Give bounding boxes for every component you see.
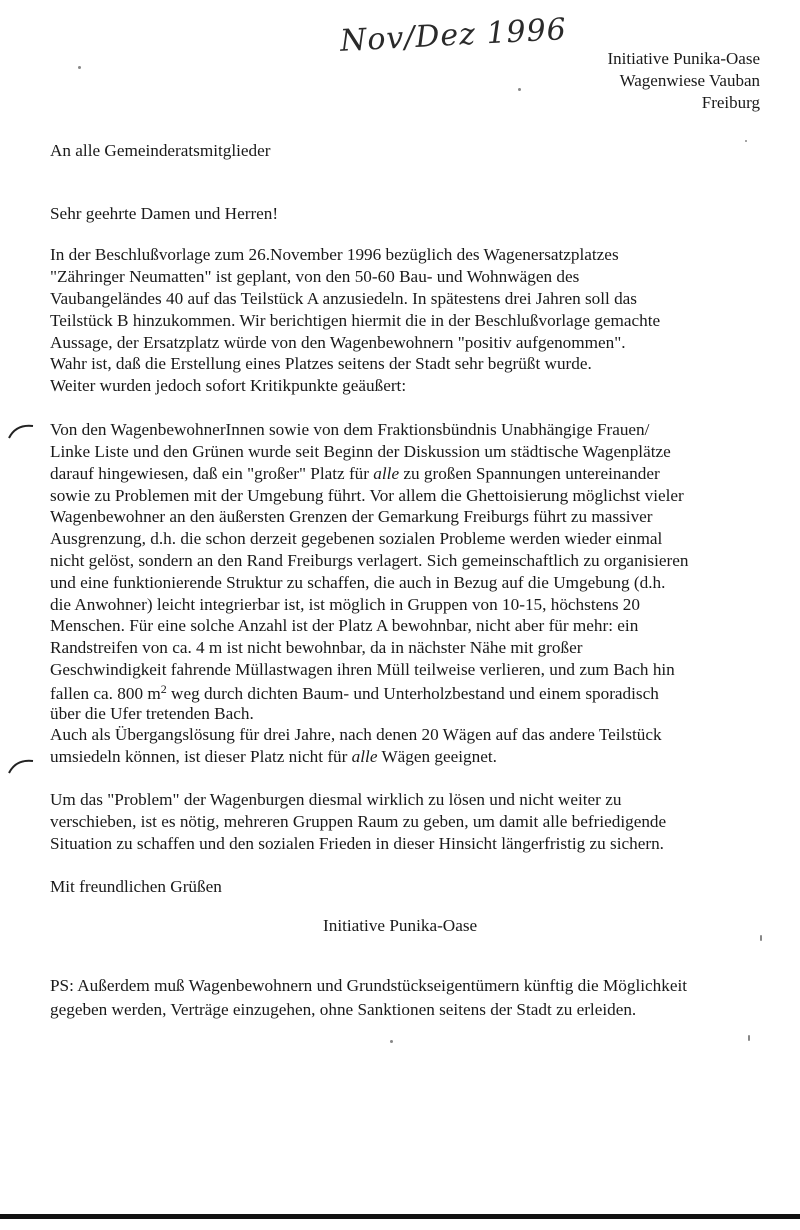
salutation: Sehr geehrte Damen und Herren!	[50, 204, 279, 223]
text-line: "Zähringer Neumatten" ist geplant, von den 50-60 Bau- und Wohnwägen des	[50, 267, 580, 286]
text-line: umsiedeln können, ist dieser Platz nicht für alle Wägen geeignet.	[50, 747, 497, 766]
text-line: Teilstück B hinzukommen. Wir berichtigen hiermit die in der Beschlußvorlage gemachte	[50, 311, 661, 330]
superscript: 2	[160, 682, 167, 696]
handwritten-date-note: Nov/Dez 1996	[339, 12, 568, 59]
sender-line: Freiburg	[701, 93, 760, 112]
sender-line: Initiative Punika-Oase	[607, 49, 760, 68]
text-line: fallen ca. 800 $m^2$ weg durch dichten Baum- und Unterholzbestand und einem sporadisch	[50, 682, 659, 703]
sender-block	[608, 48, 761, 114]
text-line: Linke Liste und den Grünen wurde seit Beginn der Diskussion um städtische Wagenplätze	[50, 442, 671, 461]
text-line: Randstreifen von ca. 4 m ist nicht bewohnbar, da in nächster Nähe mit großer	[50, 638, 583, 657]
text-line: Aussage, der Ersatzplatz würde von den Wagenbewohnern "positiv aufgenommen".	[50, 333, 626, 352]
signature: Initiative Punika-Oase	[323, 916, 478, 935]
text-line: Um das "Problem" der Wagenburgen diesmal wirklich zu lösen und nicht weiter zu	[50, 790, 622, 809]
scan-speck	[760, 935, 762, 941]
text-line: Wahr ist, daß die Erstellung eines Platzes seitens der Stadt sehr begrüßt wurde.	[50, 354, 592, 373]
text-line: über die Ufer tretenden Bach.	[50, 704, 254, 723]
text-line: Ausgrenzung, d.h. die schon derzeit gegebenen sozialen Probleme werden wieder einmal	[50, 529, 663, 548]
scan-speck	[748, 1035, 750, 1041]
text-line: Wagenbewohner an den äußersten Grenzen der Gemarkung Freiburgs führt zu massiver	[50, 507, 653, 526]
scan-speck	[390, 1040, 393, 1043]
text-line: die Anwohner) leicht integrierbar ist, ist möglich in Gruppen von 10-15, höchstens 20	[50, 595, 640, 614]
scan-bottom-edge	[0, 1214, 800, 1219]
text-line: darauf hingewiesen, daß ein "großer" Platz für alle zu großen Spannungen untereinander	[50, 464, 660, 483]
emphasis: alle	[351, 747, 378, 766]
margin-mark	[6, 420, 36, 442]
scan-speck	[745, 140, 747, 142]
text-line: Auch als Übergangslösung für drei Jahre, nach denen 20 Wägen auf das andere Teilstück	[50, 725, 662, 744]
text-line: und eine funktionierende Struktur zu schaffen, die auch in Bezug auf die Umgebung (d.h.	[50, 573, 666, 592]
text-line: gegeben werden, Verträge einzugehen, ohne Sanktionen seitens der Stadt zu erleiden.	[50, 1000, 637, 1019]
emphasis: alle	[373, 464, 400, 483]
text-line: Geschwindigkeit fahrende Müllastwagen ihren Müll teilweise verlieren, und zum Bach hin	[50, 660, 675, 679]
text-line: Menschen. Für eine solche Anzahl ist der Platz A bewohnbar, nicht aber für mehr: ein	[50, 616, 639, 635]
text-line: Von den WagenbewohnerInnen sowie von dem Fraktionsbündnis Unabhängige Frauen/	[50, 420, 650, 439]
text-line: Weiter wurden jedoch sofort Kritikpunkte geäußert:	[50, 376, 407, 395]
sender-line: Wagenwiese Vauban	[619, 71, 760, 90]
margin-mark	[6, 755, 36, 777]
text-line: PS: Außerdem muß Wagenbewohnern und Grundstückseigentümern künftig die Möglichkeit	[50, 976, 687, 995]
text-line: In der Beschlußvorlage zum 26.November 1996 bezüglich des Wagenersatzplatzes	[50, 245, 619, 264]
scan-speck	[78, 66, 81, 69]
text-line: Situation zu schaffen und den sozialen Frieden in dieser Hinsicht längerfristig zu sichern.	[50, 834, 664, 853]
closing: Mit freundlichen Grüßen	[50, 877, 222, 896]
text-line: sowie zu Problemen mit der Umgebung führt. Vor allem die Ghettoisierung möglichst vieler	[50, 486, 684, 505]
recipient-line: An alle Gemeinderatsmitglieder	[50, 141, 271, 160]
text-line: nicht gelöst, sondern an den Rand Freiburgs verlagert. Sich gemeinschaftlich zu organisieren	[50, 551, 689, 570]
text-line: Vaubangeländes 40 auf das Teilstück A anzusiedeln. In spätestens drei Jahren soll das	[50, 289, 637, 308]
scan-speck	[518, 88, 521, 91]
text-line: verschieben, ist es nötig, mehreren Gruppen Raum zu geben, um damit alle befriedigende	[50, 812, 667, 831]
